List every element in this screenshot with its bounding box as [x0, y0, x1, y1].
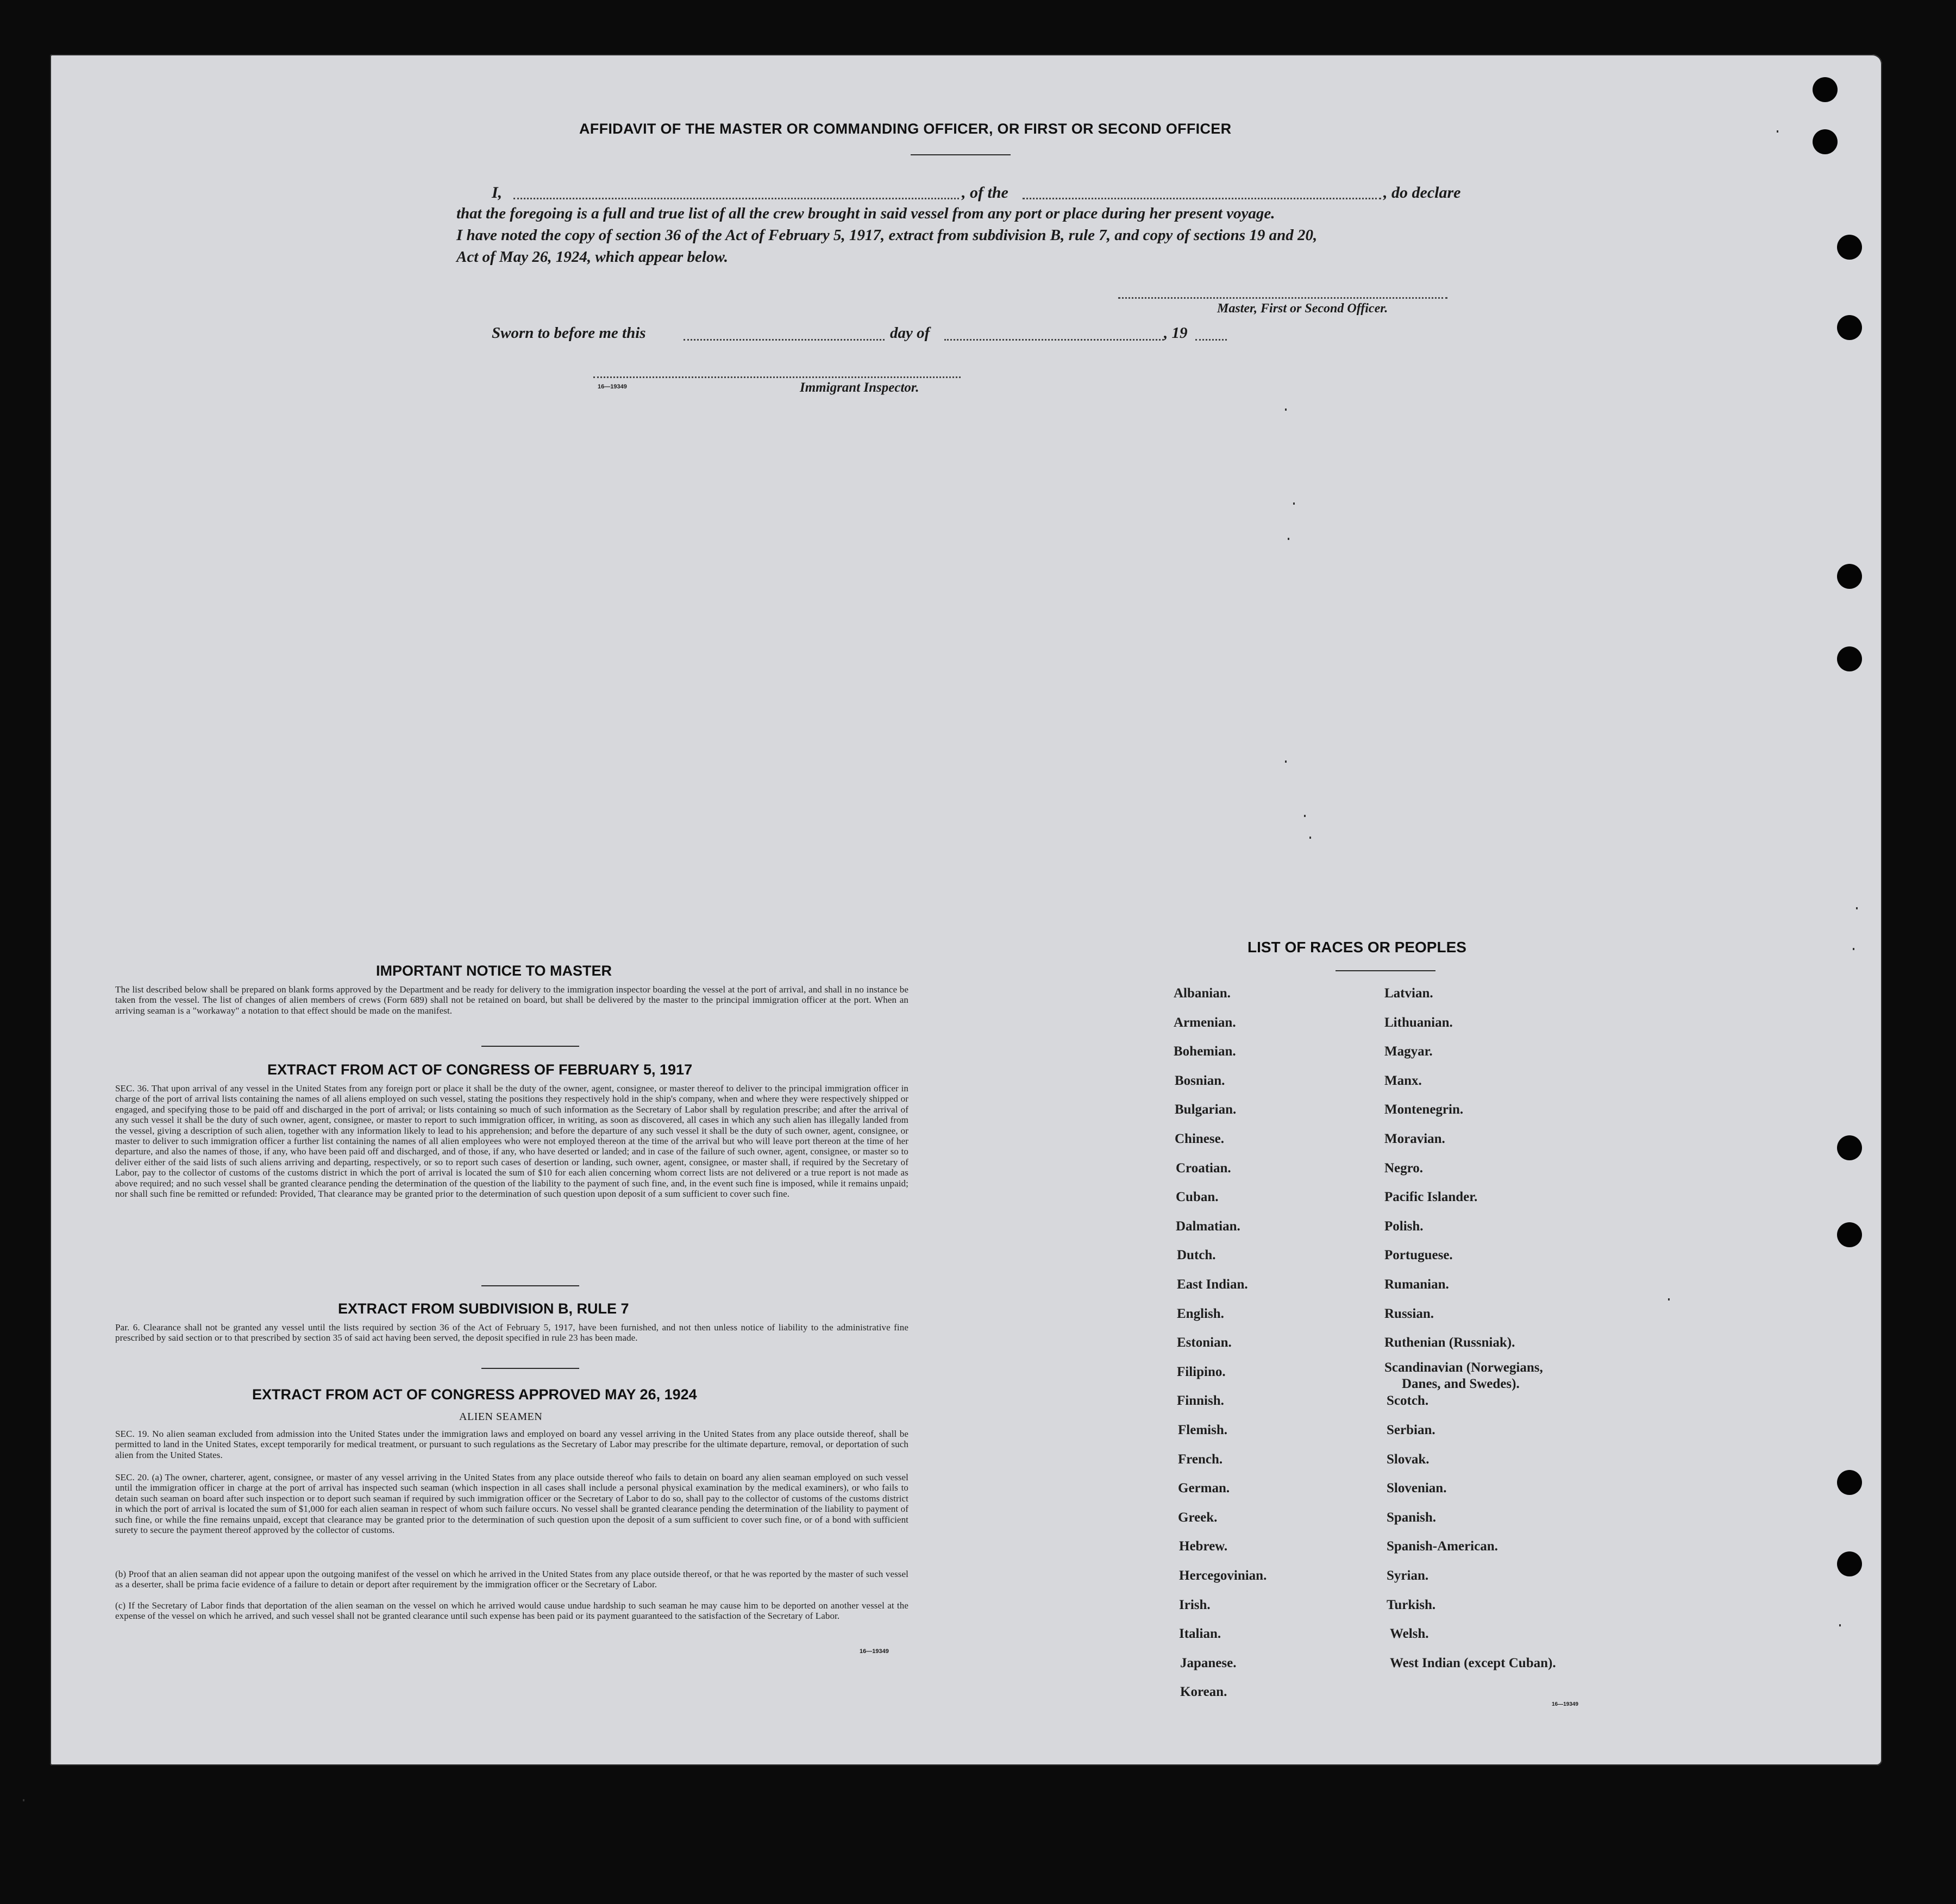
scan-speck [1839, 1624, 1841, 1626]
race-item: Lithuanian. [1384, 1015, 1453, 1030]
binder-hole [1813, 129, 1838, 154]
section-rule [481, 1368, 579, 1369]
race-item: Turkish. [1387, 1597, 1436, 1612]
section-rule [481, 1285, 579, 1286]
scan-speck [1285, 409, 1287, 411]
race-item: Chinese. [1175, 1132, 1224, 1146]
binder-hole [1837, 1551, 1862, 1576]
sworn-month-field[interactable] [944, 339, 1164, 341]
sec19-text: SEC. 19. No alien seaman excluded from admission into the United States under the immigration laws and employed on board any vessel arriving in the United States from any place outside thereof, shall be permitted to land in the United States, except temporarily for medical treatment, or pursuant to such regulations as the Secretary of Labor may prescribe for the ultimate departure, removal, or deportation of such alien from the United States. [115, 1429, 908, 1460]
sec20b-text: (b) Proof that an alien seaman did not appear upon the outgoing manifest of the vessel on which he arrived in the United States from any place outside thereof, or that he was reported by the master of such vessel as a deserter, shall be prima facie evidence of a failure to detain or deport after requirement by the immigration officer or the Secretary of Labor. [115, 1569, 908, 1590]
binder-hole [1837, 1470, 1862, 1495]
race-item: Flemish. [1178, 1423, 1227, 1437]
race-item: Bosnian. [1175, 1073, 1225, 1088]
inspector-signature-line[interactable] [593, 376, 961, 378]
race-item: Serbian. [1387, 1423, 1435, 1437]
race-item: Dalmatian. [1176, 1218, 1240, 1234]
race-item: Manx. [1384, 1073, 1422, 1088]
sworn-year: , 19 [1164, 324, 1188, 342]
notice-title: IMPORTANT NOTICE TO MASTER [376, 963, 612, 979]
race-item: Polish. [1384, 1218, 1424, 1234]
race-item: Portuguese. [1384, 1248, 1453, 1263]
binder-hole [1837, 1222, 1862, 1247]
race-item: Albanian. [1174, 986, 1231, 1001]
race-item: Moravian. [1384, 1132, 1445, 1146]
race-item: Japanese. [1180, 1655, 1237, 1670]
sworn-day-field[interactable] [684, 339, 885, 341]
scan-speck [1293, 502, 1295, 505]
binder-hole [1837, 646, 1862, 671]
master-name-field[interactable] [513, 198, 959, 199]
scan-speck [1288, 538, 1289, 540]
race-item: Bohemian. [1174, 1044, 1236, 1059]
inspector-caption: Immigrant Inspector. [800, 380, 919, 395]
scan-speck [1668, 1298, 1670, 1300]
race-item: Russian. [1384, 1306, 1434, 1321]
binder-hole [1813, 77, 1838, 102]
affidavit-title: AFFIDAVIT OF THE MASTER OR COMMANDING OFFICER, OR FIRST OR SECOND OFFICER [579, 121, 1232, 137]
race-item: Ruthenian (Russniak). [1384, 1335, 1515, 1350]
extract-1917-title: EXTRACT FROM ACT OF CONGRESS OF FEBRUARY 5, 1917 [267, 1061, 693, 1078]
sworn-day-of: day of [890, 324, 930, 342]
scan-speck [1777, 130, 1778, 133]
race-item: Italian. [1179, 1626, 1221, 1642]
affidavit-do-declare: , do declare [1383, 184, 1461, 202]
race-item: Finnish. [1177, 1393, 1224, 1409]
race-item: Negro. [1384, 1160, 1424, 1176]
race-item: Filipino. [1177, 1364, 1226, 1379]
section-rule [481, 1046, 579, 1047]
races-form-code: 16—19349 [1552, 1701, 1578, 1707]
affidavit-line4: Act of May 26, 1924, which appear below. [456, 248, 728, 266]
races-title: LIST OF RACES OR PEOPLES [1247, 939, 1466, 956]
races-title-rule [1336, 970, 1435, 971]
scan-speck [1309, 837, 1311, 839]
race-item: Latvian. [1384, 986, 1433, 1001]
race-item: East Indian. [1177, 1277, 1248, 1292]
binder-hole [1837, 1135, 1862, 1160]
binder-hole [1837, 315, 1862, 340]
race-item: Pacific Islander. [1384, 1190, 1478, 1205]
race-item: Montenegrin. [1384, 1102, 1464, 1117]
sworn-prefix: Sworn to before me this [492, 324, 646, 342]
affidavit-line3: I have noted the copy of section 36 of the Act of February 5, 1917, extract from subdivision B, rule 7, and copy of sections 19 and 20, [456, 227, 1318, 244]
affidavit-line2: that the foregoing is a full and true list of all the crew brought in said vessel from any port or place during her present voyage. [456, 205, 1275, 222]
race-item: Hercegovinian. [1179, 1568, 1267, 1583]
race-item: Estonian. [1177, 1335, 1232, 1350]
scan-speck [1856, 907, 1858, 909]
race-item: Scandinavian (Norwegians, [1384, 1360, 1543, 1375]
binder-hole [1837, 564, 1862, 589]
signature-caption: Master, First or Second Officer. [1217, 301, 1388, 316]
race-item: Magyar. [1384, 1044, 1433, 1059]
race-item: Scotch. [1387, 1393, 1429, 1409]
race-item: Korean. [1180, 1685, 1227, 1700]
race-item: Armenian. [1174, 1015, 1236, 1030]
rule7-text: Par. 6. Clearance shall not be granted any vessel until the lists required by section 36 of the Act of February 5, 1917, have been furnished, and not then unless notice of liability to the administrative fine prescribed by said section or to that prescribed by section 35 of said act having been served, the deposit specified in rule 23 has been made. [115, 1322, 908, 1343]
race-item: Welsh. [1390, 1626, 1429, 1642]
sec20c-text: (c) If the Secretary of Labor finds that deportation of the alien seaman on the vessel on which he arrived would cause undue hardship to such seaman he may cause him to be deported on another vessel at the expense of the vessel on which he arrived, and such vessel shall not be granted clearance until such expense has been paid or its payment guaranteed to the satisfaction of the Secretary of Labor. [115, 1600, 908, 1622]
race-item: Danes, and Swedes). [1402, 1376, 1520, 1391]
race-item: Irish. [1179, 1597, 1211, 1612]
rule7-title: EXTRACT FROM SUBDIVISION B, RULE 7 [338, 1300, 629, 1317]
race-item: French. [1178, 1451, 1223, 1467]
sec20a-text: SEC. 20. (a) The owner, charterer, agent, consignee, or master of any vessel arriving in the United States from any place outside thereof who fails to detain on board any alien seaman employed on such vessel until the immigration officer in charge at the port of arrival has inspected such seaman (which inspection in all cases shall include a personal physical examination by the medical examiners), or who fails to detain such seaman on board after such inspection or to deport such seaman if required by such immigration officer or the Secretary of Labor to do so, shall pay to the collector of customs of the customs district in which the port of arrival is located the sum of $1,000 for each alien seaman in respect of whom such failure occurs. No vessel shall be granted clearance pending the determination of the liability to payment of such fine, or while the fine remains unpaid, except that clearance may be granted prior to the determination of such question upon the deposit of a sum sufficient to cover such fine, or of a bond with sufficient surety to secure the payment thereof approved by the collector of customs. [115, 1472, 908, 1536]
race-item: Dutch. [1177, 1248, 1216, 1263]
race-item: Rumanian. [1384, 1277, 1449, 1292]
race-item: English. [1177, 1306, 1224, 1321]
extract-1924-title: EXTRACT FROM ACT OF CONGRESS APPROVED MAY 26, 1924 [252, 1386, 697, 1403]
race-item: German. [1178, 1481, 1230, 1496]
vessel-name-field[interactable] [1023, 198, 1381, 199]
race-item: Syrian. [1387, 1568, 1429, 1583]
race-item: Spanish. [1387, 1510, 1437, 1525]
scan-speck [23, 1799, 24, 1801]
affidavit-i: I, [492, 184, 503, 202]
officer-signature-line[interactable] [1118, 297, 1447, 299]
affidavit-of-the: , of the [962, 184, 1008, 202]
race-item: Bulgarian. [1175, 1102, 1237, 1117]
race-item: Slovenian. [1387, 1481, 1447, 1496]
race-item: Spanish-American. [1387, 1539, 1498, 1554]
race-item: Greek. [1178, 1510, 1218, 1525]
extract-1917-text: SEC. 36. That upon arrival of any vessel in the United States from any foreign port or place it shall be the duty of the owner, agent, consignee, or master thereof to deliver to the principal immigration officer in charge of the port of arrival lists containing the names of all aliens employed on such vessel, stating the positions they respectively hold in the ship's company, when and where they were respectively shipped or engaged, and specifying those to be paid off and discharged in the port of arrival; or lists containing so much of such information as the Secretary of Labor shall by regulation prescribe; and after the arrival of any such vessel it shall be the duty of such owner, agent, consignee, or master to report to such immigration officer, in writing, as soon as discovered, all cases in which any such alien has illegally landed from the vessel, giving a description of such alien, together with any information likely to lead to his apprehension; and before the departure of any such vessel it shall be the duty of such owner, agent, consignee, or master to deliver to such immigration officer a further list containing the names of all alien employees who were not employed thereon at the time of the arrival but who will leave port thereon at the time of her departure, and also the names of those, if any, who have been paid off and discharged, and of those, if any, who have deserted or landed; and in case of the failure of such owner, agent, consignee, or master so to deliver either of the said lists of such aliens arriving and departing, respectively, or so to report such cases of desertion or landing, such owner, agent, consignee, or master shall, if required by the Secretary of Labor, pay to the collector of customs of the customs district in which the port of arrival is located the sum of $10 for each alien concerning whom correct lists are not delivered or a true report is not made as above required; and no such vessel shall be granted clearance pending the determination of the question of the liability to the payment of such fine, and, in the event such fine is imposed, while it remains unpaid; nor shall such fine be remitted or refunded: Provided, That clearance may be granted prior to the determination of such question upon deposit of a sum sufficient to cover such fine. [115, 1083, 908, 1199]
race-item: Slovak. [1387, 1451, 1430, 1467]
extract-form-code: 16—19349 [860, 1648, 889, 1655]
race-item: West Indian (except Cuban). [1390, 1655, 1556, 1670]
scan-speck [1304, 815, 1306, 817]
notice-text: The list described below shall be prepared on blank forms approved by the Department and be ready for delivery to the immigration inspector boarding the vessel at the port of arrival, and shall in no instance be taken from the vessel. The list of changes of alien members of crews (Form 689) shall not be retained on board, but shall be delivered by the master to the principal immigration officer at the port. When an arriving seaman is a "workaway" a notation to that effect should be made on the manifest. [115, 984, 908, 1016]
race-item: Cuban. [1176, 1190, 1219, 1205]
race-item: Hebrew. [1179, 1539, 1228, 1554]
affidavit-form-code: 16—19349 [598, 384, 627, 390]
title-rule [911, 154, 1011, 155]
sworn-year-field[interactable] [1195, 339, 1227, 341]
scan-speck [1853, 948, 1854, 950]
binder-hole [1837, 235, 1862, 260]
race-item: Croatian. [1176, 1160, 1231, 1176]
alien-seamen-subtitle: ALIEN SEAMEN [459, 1411, 543, 1423]
scan-speck [1285, 761, 1287, 763]
